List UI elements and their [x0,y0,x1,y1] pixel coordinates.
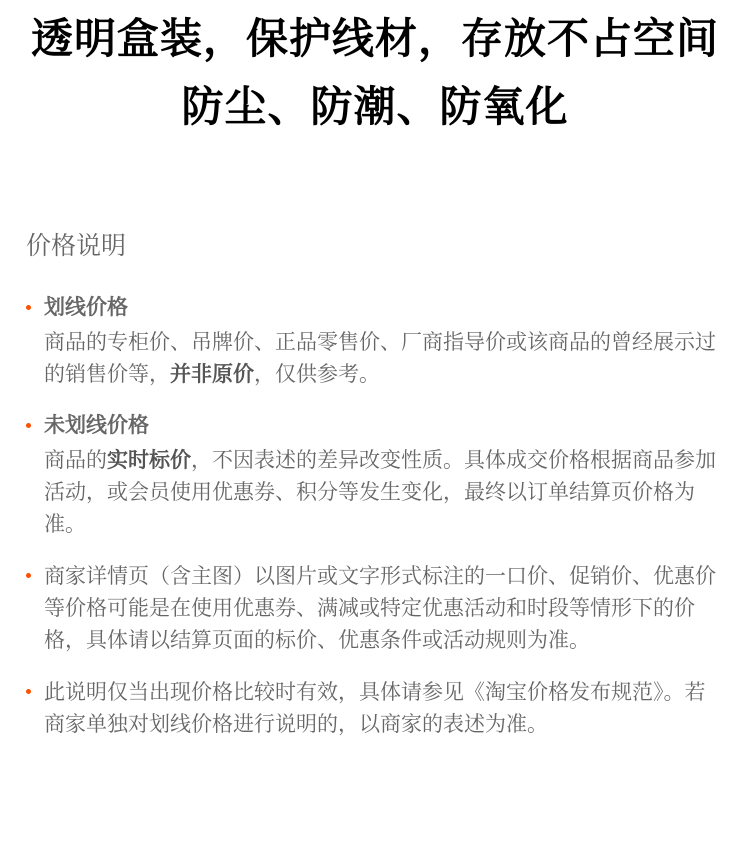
feature-headline-line2: 防尘、防潮、防氧化 [181,82,569,131]
bullet-dot-icon [26,423,31,428]
price-notice-item-detail-page [26,560,726,656]
item-heading: 划线价格 [44,295,128,319]
item-text: 此说明仅当出现价格比较时有效，具体请参见《淘宝价格发布规范》。若商家单独对划线价格进行说明的，以商家的表述为准。 [44,680,706,736]
item-body [44,444,726,540]
price-notice-item-validity [26,676,726,740]
body-text: 商品的 [44,448,107,472]
item-text: 商家详情页（含主图）以图片或文字形式标注的一口价、促销价、优惠价等价格可能是在使用优惠券、满减或特定优惠活动和时段等情形下的价格，具体请以结算页面的标价、优惠条件或活动规则为准。 [44,564,716,652]
item-body [44,326,726,390]
bullet-dot-icon [26,689,31,694]
item-heading: 未划线价格 [44,413,149,437]
body-emphasis: 实时标价 [107,448,191,472]
price-notice-item-non-strikethrough [26,410,726,540]
body-text: ，不因表述的差异改变性质。具体成交价格根据商品参加活动，或会员使用优惠券、积分等发生变化，最终以订单结算页价格为准。 [44,448,716,536]
price-notice-list [26,292,726,760]
body-text: ，仅供参考。 [254,362,380,386]
body-emphasis: 并非原价 [170,362,254,386]
price-notice-title: 价格说明 [26,231,127,260]
bullet-dot-icon [26,305,31,310]
bullet-dot-icon [26,573,31,578]
price-notice-item-strikethrough [26,292,726,390]
feature-headline-line1: 透明盒装，保护线材，存放不占空间 [30,14,719,63]
body-text: 商品的专柜价、吊牌价、正品零售价、厂商指导价或该商品的曾经展示过的销售价等， [44,330,716,386]
